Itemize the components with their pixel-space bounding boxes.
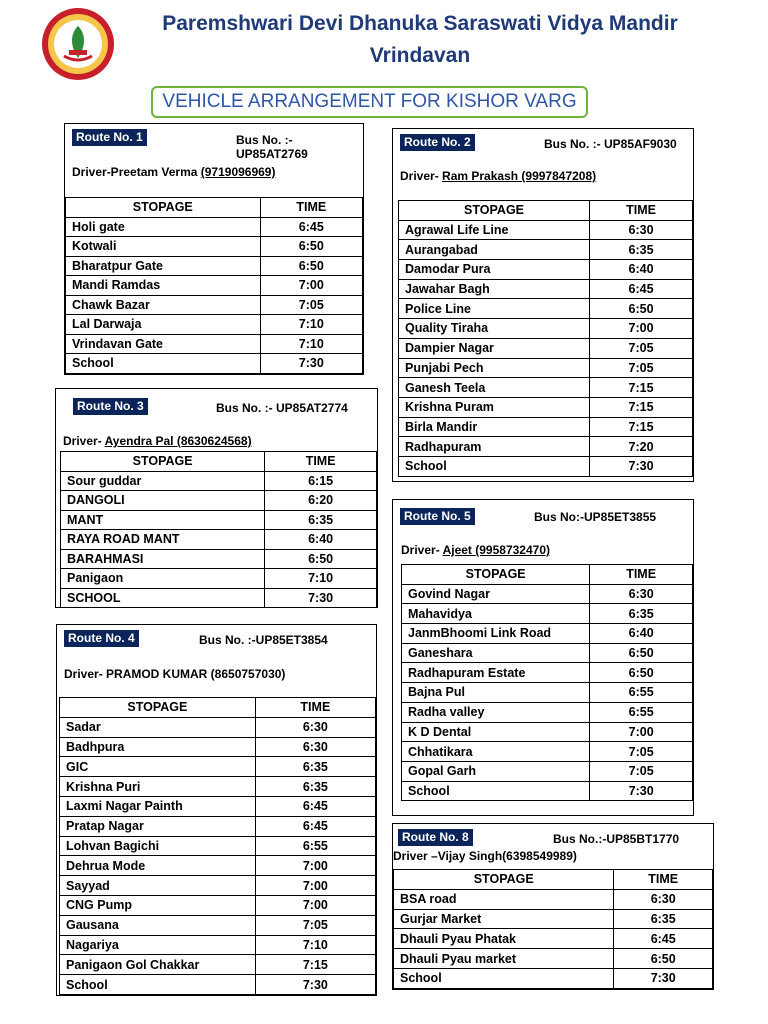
driver-name-phone: Ajeet (9958732470) (442, 543, 550, 557)
stop-name: Holi gate (66, 217, 261, 237)
stop-name: Gurjar Market (394, 909, 614, 929)
stop-name: Damodar Pura (399, 260, 590, 280)
table-row (60, 836, 376, 856)
stop-name: School (394, 968, 614, 988)
stop-time: 6:50 (260, 256, 362, 276)
school-name: Paremshwari Devi Dhanuka Saraswati Vidya Mandir (162, 12, 678, 35)
stop-name: Laxmi Nagar Painth (60, 796, 256, 816)
stop-name: Chhatikara (402, 742, 590, 762)
stop-time: 7:20 (590, 437, 693, 457)
table-row (402, 683, 693, 703)
stop-name: Agrawal Life Line (399, 220, 590, 240)
stop-name: Lal Darwaja (66, 315, 261, 335)
stop-name: MANT (61, 510, 265, 530)
table-row (60, 796, 376, 816)
table-row (399, 319, 693, 339)
route-number-label: Route No. 2 (400, 134, 475, 151)
table-header-row (60, 698, 376, 718)
table-header-row (399, 201, 693, 221)
stop-name: Mahavidya (402, 604, 590, 624)
stop-time: 6:30 (255, 717, 375, 737)
stop-time: 7:10 (260, 334, 362, 354)
table-row (60, 876, 376, 896)
table-row (402, 742, 693, 762)
stop-time: 7:30 (260, 354, 362, 374)
stop-name: Sadar (60, 717, 256, 737)
stop-time: 6:35 (255, 757, 375, 777)
stop-name: Pratap Nagar (60, 816, 256, 836)
stop-time: 7:00 (255, 895, 375, 915)
stop-name: Nagariya (60, 935, 256, 955)
table-row (60, 955, 376, 975)
table-row (66, 315, 363, 335)
route-card-2 (392, 128, 694, 482)
table-row (394, 889, 713, 909)
stop-name: Police Line (399, 299, 590, 319)
driver-info (401, 543, 550, 557)
stop-name: Krishna Puram (399, 397, 590, 417)
stop-name: Govind Nagar (402, 584, 590, 604)
route-card-4 (56, 624, 377, 996)
stop-time: 6:45 (255, 796, 375, 816)
driver-info (64, 667, 285, 681)
table-row (61, 549, 377, 569)
driver-info (72, 165, 275, 179)
table-row (394, 929, 713, 949)
table-row (394, 909, 713, 929)
stop-name: Lohvan Bagichi (60, 836, 256, 856)
stop-time: 7:00 (255, 856, 375, 876)
stop-name: Panigaon (61, 569, 265, 589)
stops-table (398, 200, 693, 477)
table-row (66, 217, 363, 237)
table-row (60, 737, 376, 757)
stop-name: Radhapuram Estate (402, 663, 590, 683)
stop-name: Panigaon Gol Chakkar (60, 955, 256, 975)
school-location: Vrindavan (369, 44, 471, 67)
table-row (60, 895, 376, 915)
stop-time: 6:55 (255, 836, 375, 856)
stop-time: 6:35 (590, 240, 693, 260)
stopage-header: STOPAGE (61, 452, 265, 472)
table-row (61, 471, 377, 491)
stop-time: 7:30 (614, 968, 713, 988)
table-row (60, 757, 376, 777)
stop-time: 6:35 (265, 510, 377, 530)
driver-info (400, 169, 596, 183)
stop-time: 7:15 (255, 955, 375, 975)
table-row (399, 358, 693, 378)
stopage-header: STOPAGE (402, 565, 590, 585)
route-number-label: Route No. 5 (400, 508, 475, 525)
stop-name: Dehrua Mode (60, 856, 256, 876)
driver-prefix: Driver- (401, 543, 443, 557)
stop-time: 7:00 (590, 319, 693, 339)
stop-name: School (60, 975, 256, 995)
route-card-5 (392, 499, 694, 816)
route-card-3 (55, 388, 378, 608)
stop-time: 6:45 (590, 279, 693, 299)
stop-name: BSA road (394, 889, 614, 909)
driver-info (393, 849, 577, 863)
table-row (402, 584, 693, 604)
stops-table (401, 564, 693, 801)
stop-time: 7:15 (590, 397, 693, 417)
driver-name-phone: (9719096969) (200, 165, 276, 179)
table-row (402, 663, 693, 683)
stop-name: K D Dental (402, 722, 590, 742)
table-row (66, 256, 363, 276)
table-row (402, 781, 693, 801)
stop-name: JanmBhoomi Link Road (402, 624, 590, 644)
stop-time: 6:50 (265, 549, 377, 569)
stop-time: 7:00 (255, 876, 375, 896)
stop-name: Dampier Nagar (399, 338, 590, 358)
stop-name: Dhauli Pyau market (394, 949, 614, 969)
stop-time: 6:45 (260, 217, 362, 237)
stop-name: Quality Tiraha (399, 319, 590, 339)
stops-table (393, 869, 713, 989)
table-row (66, 295, 363, 315)
table-row (61, 510, 377, 530)
stop-time: 6:40 (590, 624, 693, 644)
stop-name: Gausana (60, 915, 256, 935)
table-row (60, 975, 376, 995)
table-row (399, 299, 693, 319)
stop-name: Gopal Garh (402, 761, 590, 781)
driver-prefix: Driver –Vijay Singh(6398549989) (393, 849, 577, 863)
table-row (66, 276, 363, 296)
table-row (399, 279, 693, 299)
driver-prefix: Driver- PRAMOD KUMAR (8650757030) (64, 667, 286, 681)
driver-name-phone: Ram Prakash (9997847208) (442, 169, 597, 183)
stop-name: Radhapuram (399, 437, 590, 457)
table-row (60, 915, 376, 935)
table-row (60, 856, 376, 876)
stop-name: Birla Mandir (399, 417, 590, 437)
stop-name: Chawk Bazar (66, 295, 261, 315)
stop-time: 7:05 (590, 338, 693, 358)
stop-name: School (399, 456, 590, 476)
stop-name: SCHOOL (61, 588, 265, 608)
stop-time: 6:50 (590, 299, 693, 319)
stop-time: 7:10 (255, 935, 375, 955)
stop-time: 6:50 (590, 643, 693, 663)
stop-time: 7:05 (590, 761, 693, 781)
time-header: TIME (590, 201, 693, 221)
driver-info (63, 434, 252, 448)
stop-name: School (402, 781, 590, 801)
stop-name: CNG Pump (60, 895, 256, 915)
table-header-row (402, 565, 693, 585)
stop-time: 6:45 (614, 929, 713, 949)
bus-number: Bus No. :-UP85ET3854 (199, 633, 328, 647)
stopage-header: STOPAGE (66, 198, 261, 218)
stop-name: BARAHMASI (61, 549, 265, 569)
stop-name: School (66, 354, 261, 374)
stop-time: 7:30 (590, 781, 693, 801)
stop-name: Vrindavan Gate (66, 334, 261, 354)
stop-time: 6:35 (590, 604, 693, 624)
table-row (402, 702, 693, 722)
table-row (60, 816, 376, 836)
route-number-label: Route No. 3 (73, 398, 148, 415)
stop-name: Aurangabad (399, 240, 590, 260)
bus-number: Bus No.:-UP85BT1770 (553, 832, 680, 846)
route-number-label: Route No. 8 (398, 829, 473, 846)
stop-time: 7:00 (590, 722, 693, 742)
table-row (66, 237, 363, 257)
stop-time: 6:30 (255, 737, 375, 757)
stop-time: 7:30 (590, 456, 693, 476)
stop-name: Dhauli Pyau Phatak (394, 929, 614, 949)
table-row (399, 397, 693, 417)
bus-number: Bus No. :- UP85AT2769 (236, 133, 308, 161)
stop-name: RAYA ROAD MANT (61, 530, 265, 550)
stop-name: Krishna Puri (60, 777, 256, 797)
stop-time: 6:50 (614, 949, 713, 969)
table-row (66, 354, 363, 374)
stop-time: 7:00 (260, 276, 362, 296)
time-header: TIME (590, 565, 693, 585)
stop-time: 6:50 (260, 237, 362, 257)
stop-time: 6:30 (614, 889, 713, 909)
table-row (399, 417, 693, 437)
table-row (399, 456, 693, 476)
stops-table (60, 451, 377, 608)
stop-name: Ganesh Teela (399, 378, 590, 398)
table-row (399, 437, 693, 457)
stop-name: Badhpura (60, 737, 256, 757)
stop-name: Sayyad (60, 876, 256, 896)
stop-time: 6:55 (590, 702, 693, 722)
page-title: VEHICLE ARRANGEMENT FOR KISHOR VARG (151, 86, 588, 118)
table-row (402, 722, 693, 742)
table-row (399, 378, 693, 398)
stops-table (65, 197, 363, 374)
time-header: TIME (260, 198, 362, 218)
stop-time: 6:35 (255, 777, 375, 797)
stopage-header: STOPAGE (399, 201, 590, 221)
bus-number: Bus No. :- UP85AF9030 (544, 137, 677, 151)
table-row (402, 604, 693, 624)
stop-time: 6:55 (590, 683, 693, 703)
route-card-8 (392, 823, 714, 990)
stop-time: 7:05 (260, 295, 362, 315)
route-number-label: Route No. 1 (72, 129, 147, 146)
table-row (60, 935, 376, 955)
stop-name: GIC (60, 757, 256, 777)
table-row (61, 588, 377, 608)
stop-time: 7:15 (590, 378, 693, 398)
table-row (61, 491, 377, 511)
stops-table (59, 697, 376, 995)
stop-name: Radha valley (402, 702, 590, 722)
table-row (66, 334, 363, 354)
table-row (399, 260, 693, 280)
stop-time: 7:05 (590, 358, 693, 378)
table-row (402, 643, 693, 663)
driver-prefix: Driver- (63, 434, 105, 448)
stop-time: 7:30 (265, 588, 377, 608)
table-row (402, 624, 693, 644)
stopage-header: STOPAGE (394, 870, 614, 890)
stop-time: 7:15 (590, 417, 693, 437)
stop-name: Punjabi Pech (399, 358, 590, 378)
table-header-row (394, 870, 713, 890)
time-header: TIME (265, 452, 377, 472)
time-header: TIME (614, 870, 713, 890)
stop-name: Bharatpur Gate (66, 256, 261, 276)
stopage-header: STOPAGE (60, 698, 256, 718)
driver-prefix: Driver- (400, 169, 443, 183)
route-card-1 (64, 123, 364, 375)
stop-name: Jawahar Bagh (399, 279, 590, 299)
stop-name: Mandi Ramdas (66, 276, 261, 296)
time-header: TIME (255, 698, 375, 718)
stop-name: Bajna Pul (402, 683, 590, 703)
stop-time: 6:40 (265, 530, 377, 550)
stop-name: Ganeshara (402, 643, 590, 663)
table-header-row (66, 198, 363, 218)
bus-number: Bus No. :- UP85AT2774 (216, 401, 348, 415)
stop-time: 7:10 (260, 315, 362, 335)
table-row (399, 220, 693, 240)
stop-name: Kotwali (66, 237, 261, 257)
stop-time: 6:20 (265, 491, 377, 511)
route-number-label: Route No. 4 (64, 630, 139, 647)
bus-number: Bus No:-UP85ET3855 (534, 510, 657, 524)
table-row (399, 338, 693, 358)
stop-time: 7:05 (255, 915, 375, 935)
stop-name: Sour guddar (61, 471, 265, 491)
stop-time: 6:15 (265, 471, 377, 491)
table-row (61, 569, 377, 589)
school-logo (40, 6, 116, 82)
stop-name: DANGOLI (61, 491, 265, 511)
table-header-row (61, 452, 377, 472)
driver-name-phone: Ayendra Pal (8630624568) (104, 434, 252, 448)
table-row (402, 761, 693, 781)
stop-time: 6:35 (614, 909, 713, 929)
table-row (61, 530, 377, 550)
stop-time: 6:30 (590, 584, 693, 604)
table-row (399, 240, 693, 260)
stop-time: 7:10 (265, 569, 377, 589)
stop-time: 6:50 (590, 663, 693, 683)
stop-time: 6:40 (590, 260, 693, 280)
driver-prefix: Driver-Preetam Verma (72, 165, 201, 179)
stop-time: 7:05 (590, 742, 693, 762)
table-row (394, 968, 713, 988)
stop-time: 6:45 (255, 816, 375, 836)
table-row (60, 717, 376, 737)
stop-time: 6:30 (590, 220, 693, 240)
table-row (60, 777, 376, 797)
stop-time: 7:30 (255, 975, 375, 995)
table-row (394, 949, 713, 969)
